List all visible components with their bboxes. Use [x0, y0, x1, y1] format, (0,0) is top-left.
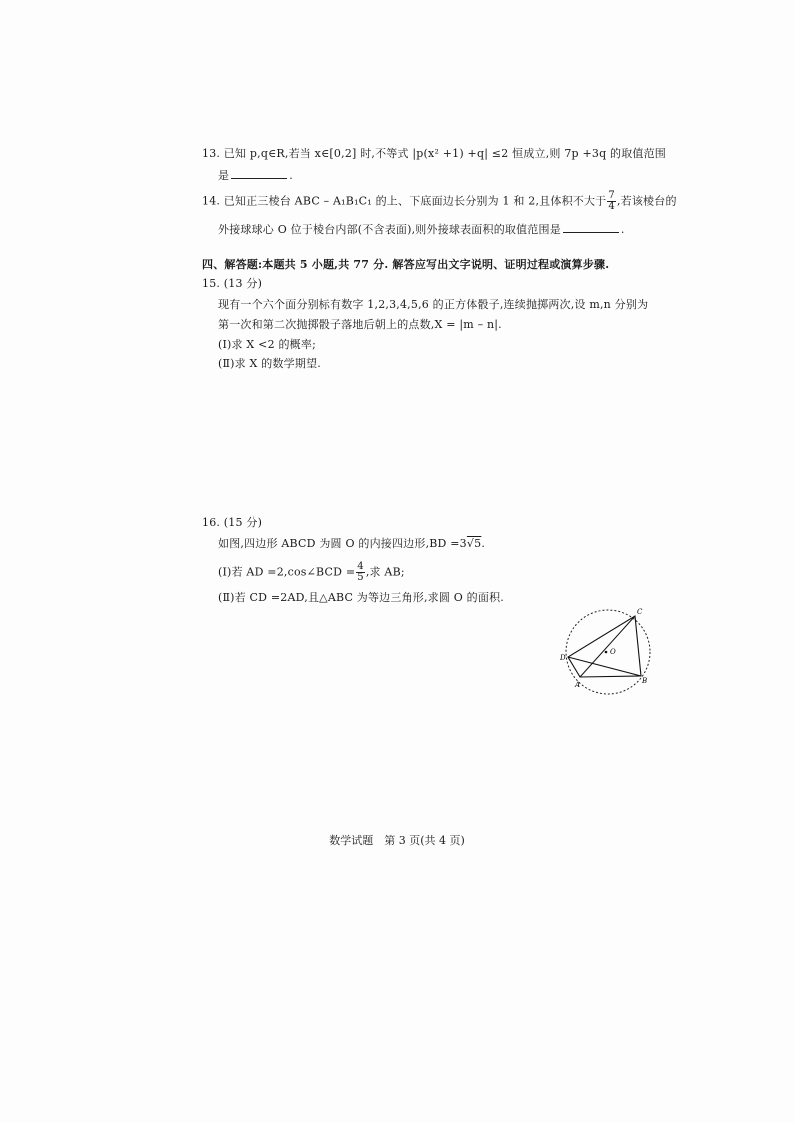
cyclic-quadrilateral-diagram: [558, 603, 658, 695]
center-point-o: [605, 651, 608, 654]
q16-line1-start: 如图,四边形 ABCD 为圆 O 的内接四边形,BD =3: [218, 537, 467, 550]
q15-part1: (Ⅰ)求 X <2 的概率;: [218, 338, 316, 351]
q15-line1: 现有一个六个面分别标有数字 1,2,3,4,5,6 的正方体骰子,连续抛掷两次,设 m,n 分别为: [218, 298, 649, 311]
q16-part1-end: ,求 AB;: [365, 565, 405, 579]
q16-frac-denominator: 5: [357, 572, 364, 583]
q14-line1-start: 14. 已知正三棱台 ABC – A₁B₁C₁ 的上、下底面边长分别为 1 和 2,且体积不大于: [202, 194, 607, 208]
page-footer: 数学试题 第 3 页(共 4 页): [329, 834, 465, 847]
section4-heading: 四、解答题:本题共 5 小题,共 77 分. 解答应写出文字说明、证明过程或演算步骤.: [202, 258, 610, 271]
q15-header: 15. (13 分): [202, 277, 263, 290]
q14-line2-end: .: [620, 223, 625, 236]
q14-answer-blank: [563, 221, 619, 233]
q14-volume-fraction: [607, 191, 616, 212]
q14-line2-start: 外接球球心 O 位于棱台内部(不含表面),则外接球表面积的取值范围是: [218, 223, 561, 236]
q13-answer-blank: [231, 167, 287, 179]
q16-part2: (Ⅱ)若 CD =2AD,且△ABC 为等边三角形,求圆 O 的面积.: [218, 591, 504, 604]
q16-part1-start: (Ⅰ)若 AD =2,cos∠BCD =: [218, 565, 356, 579]
label-b: B: [642, 677, 648, 685]
q15-part2: (Ⅱ)求 X 的数学期望.: [218, 357, 321, 370]
q13-line2-end: .: [289, 169, 293, 182]
q16-line1-end: .: [481, 537, 486, 550]
q13-line2-start: 是: [218, 169, 230, 182]
q13-line1: 13. 已知 p,q∈R,若当 x∈[0,2] 时,不等式 |p(x² +1) +q| ≤2 恒成立,则 7p +3q 的取值范围: [202, 147, 667, 160]
q14-line1-end: ,若该棱台的: [616, 194, 677, 208]
q16-cos-fraction: [356, 562, 365, 583]
q16-sqrt5: √5: [466, 537, 482, 550]
q16-header: 16. (15 分): [202, 516, 263, 529]
q16-frac-numerator: 4: [357, 561, 364, 572]
q14-frac-denominator: 4: [608, 201, 615, 212]
quadrilateral-abcd: [568, 616, 641, 677]
label-c: C: [637, 608, 643, 616]
diagonal-bd: [568, 657, 641, 676]
q14-line1: [202, 191, 677, 212]
q13-line2: [218, 167, 293, 183]
q16-line1: [218, 537, 485, 551]
q15-line2: 第一次和第二次抛掷骰子落地后朝上的点数,X = |m – n|.: [218, 318, 502, 331]
label-a: A: [575, 681, 581, 689]
q14-frac-numerator: 7: [608, 190, 615, 201]
q14-line2: [218, 221, 625, 237]
label-d: D: [560, 654, 566, 662]
q16-part1: [218, 562, 405, 583]
label-o: O: [610, 648, 616, 656]
diagonal-ac: [580, 616, 635, 677]
